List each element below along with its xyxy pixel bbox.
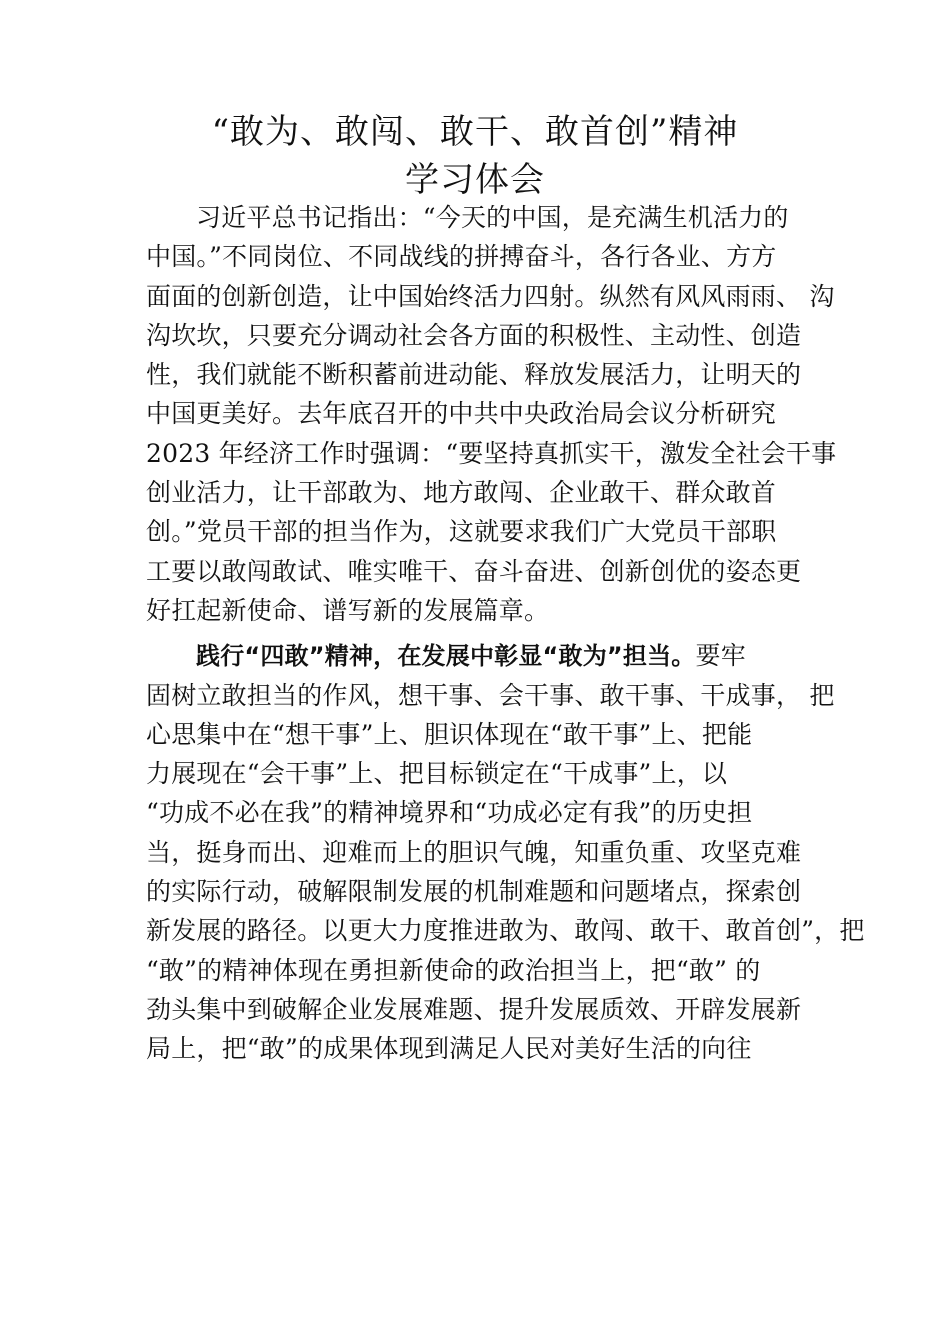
title-line-1: “敢为、敢闯、敢干、敢首创”精神 [211,112,739,152]
paragraph-line: 面面的创新创造，让中国始终活力四射。纵然有风风雨雨、 沟 [146,281,835,311]
paragraph-line: 好扛起新使命、谱写新的发展篇章。 [146,595,550,625]
paragraph-1 [146,198,837,630]
paragraph-line: 当，挺身而出、迎难而上的胆识气魄，知重负重、攻坚克难 [146,837,802,867]
paragraph-line: “功成不必在我”的精神境界和“功成必定有我”的历史担 [146,798,753,828]
paragraph-line: 新发展的路径。以更大力度推进敢为、敢闯、敢干、敢首创”，把 [146,916,865,946]
paragraph-line: 2023 年经济工作时强调：“要坚持真抓实干，激发全社会干事 [146,438,837,468]
paragraph-line: 劲头集中到破解企业发展难题、提升发展质效、开辟发展新 [146,994,802,1024]
paragraph-line: 力展现在“会干事”上、把目标锁定在“干成事”上，以 [146,759,728,789]
paragraph-line: 性，我们就能不断积蓄前进动能、释放发展活力，让明天的 [146,360,802,390]
section-lead-heading: 践行“四敢”精神，在发展中彰显“敢为”担当。 [196,642,696,671]
paragraph-line: 创业活力，让干部敢为、地方敢闯、企业敢干、群众敢首 [146,478,777,508]
paragraph-line: 固树立敢担当的作风，想干事、会干事、敢干事、干成事， 把 [146,680,835,710]
title-line-2: 学习体会 [405,160,545,200]
paragraph-line: 工要以敢闯敢试、唯实唯干、奋斗奋进、创新创优的姿态更 [146,556,802,586]
paragraph-text: 要牢 [695,641,746,671]
document-title [0,108,950,204]
paragraph-line: 中国更美好。去年底召开的中共中央政治局会议分析研究 [146,399,777,429]
paragraph-line: 沟坎坎，只要充分调动社会各方面的积极性、主动性、创造 [146,320,802,350]
paragraph-line: 创。”党员干部的担当作为，这就要求我们广大党员干部职 [146,517,777,547]
paragraph-line: 心思集中在“想干事”上、胆识体现在“敢干事”上、把能 [146,719,753,749]
paragraph-line: “敢”的精神体现在勇担新使命的政治担当上，把“敢” 的 [146,955,761,985]
paragraph-line: 习近平总书记指出：“今天的中国，是充满生机活力的 [196,203,789,232]
paragraph-line [146,636,822,675]
paragraph-2 [146,636,865,1068]
paragraph-line: 局上，把“敢”的成果体现到满足人民对美好生活的向往 [146,1034,752,1064]
paragraph-line: 的实际行动，破解限制发展的机制难题和问题堵点，探索创 [146,877,802,907]
paragraph-line: 中国。”不同岗位、不同战线的拼搏奋斗，各行各业、方方 [146,242,777,272]
document-body [146,198,865,1069]
